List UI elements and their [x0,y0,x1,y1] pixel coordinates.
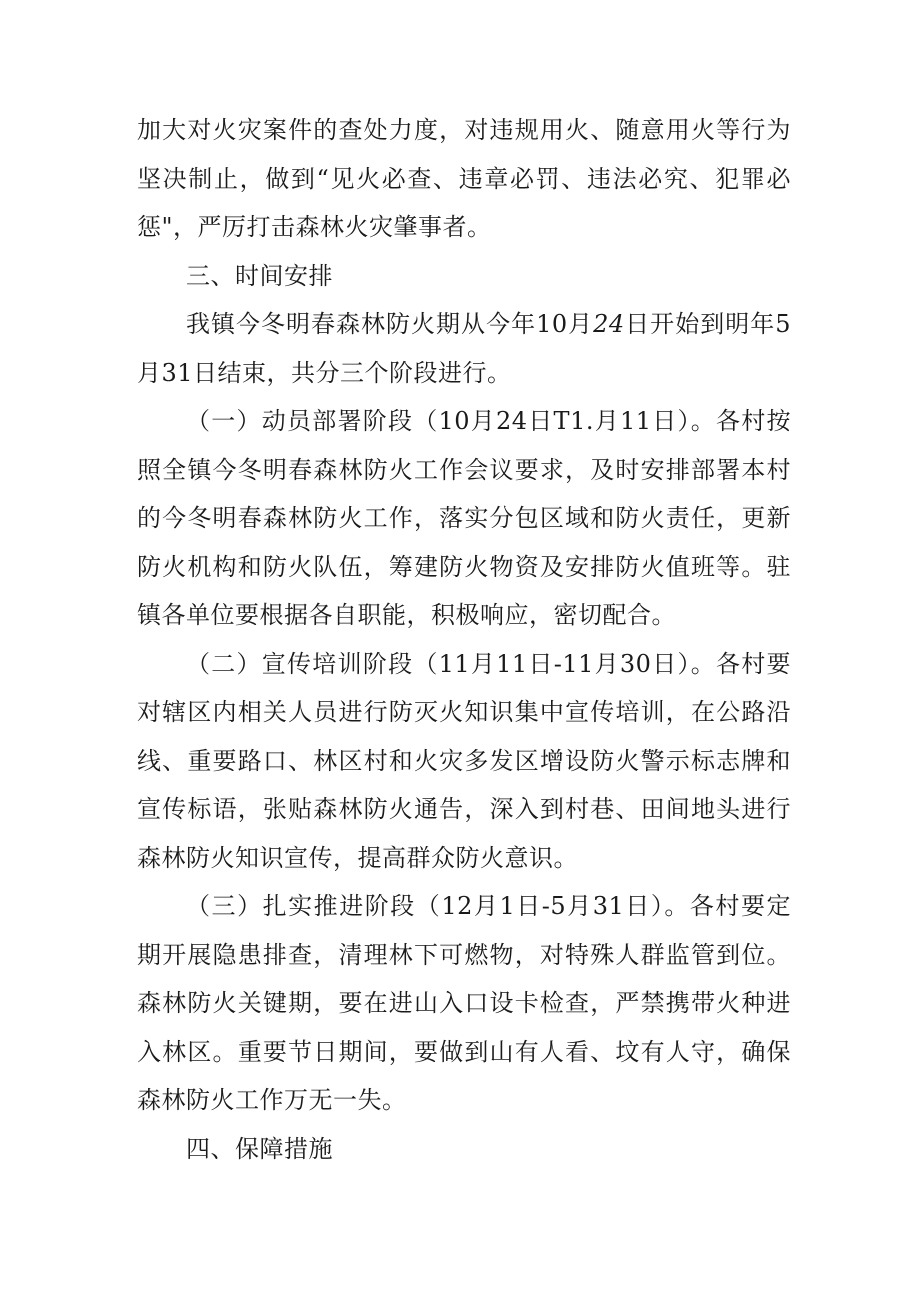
paragraph-fire-period [137,300,791,397]
section-heading-safeguards: 四、保障措施 [186,1134,333,1163]
paragraph-enforcement: 加大对火灾案件的查处力度，对违规用火、随意用火等行为坚决制止，做到“见火必查、违章必罚、违法必究、犯罪必惩"，严厉打击森林火灾肇事者。 [137,116,791,241]
fire-period-text-start: 我镇今冬明春森林防火期从今年10月 [186,310,594,338]
paragraph-stage-publicity: （二）宣传培训阶段（11月11日-11月30日）。各村要对辖区内相关人员进行防灭火知识集中宣传培训，在公路沿线、重要路口、林区村和火灾多发区增设防火警示标志牌和宣传标语，张贴森林防火通告，深入到村巷、田间地头进行森林防火知识宣传，提高群众防火意识。 [137,649,791,872]
section-heading-schedule: 三、时间安排 [186,261,333,290]
paragraph-stage-implementation: （三）扎实推进阶段（12月1日-5月31日）。各村要定期开展隐患排查，清理林下可燃物，对特殊人群监管到位。森林防火关键期，要在进山入口设卡检查，严禁携带火种进入林区。重要节日期间，要做到山有人看、坟有人守，确保森林防火工作万无一失。 [137,892,791,1114]
document-body [137,106,791,1173]
paragraph-stage-mobilization: （一）动员部署阶段（10月24日T1.月11日）。各村按照全镇今冬明春森林防火工作会议要求，及时安排部署本村的今冬明春森林防火工作，落实分包区域和防火责任，更新防火机构和防火队伍，筹建防火物资及安排防火值班等。驻镇各单位要根据各自职能，积极响应，密切配合。 [137,407,791,629]
fire-period-start-day: 24 [593,310,625,338]
fire-period-text-end: 日开始到明年5月31日结束，共分三个阶段进行。 [137,310,791,387]
